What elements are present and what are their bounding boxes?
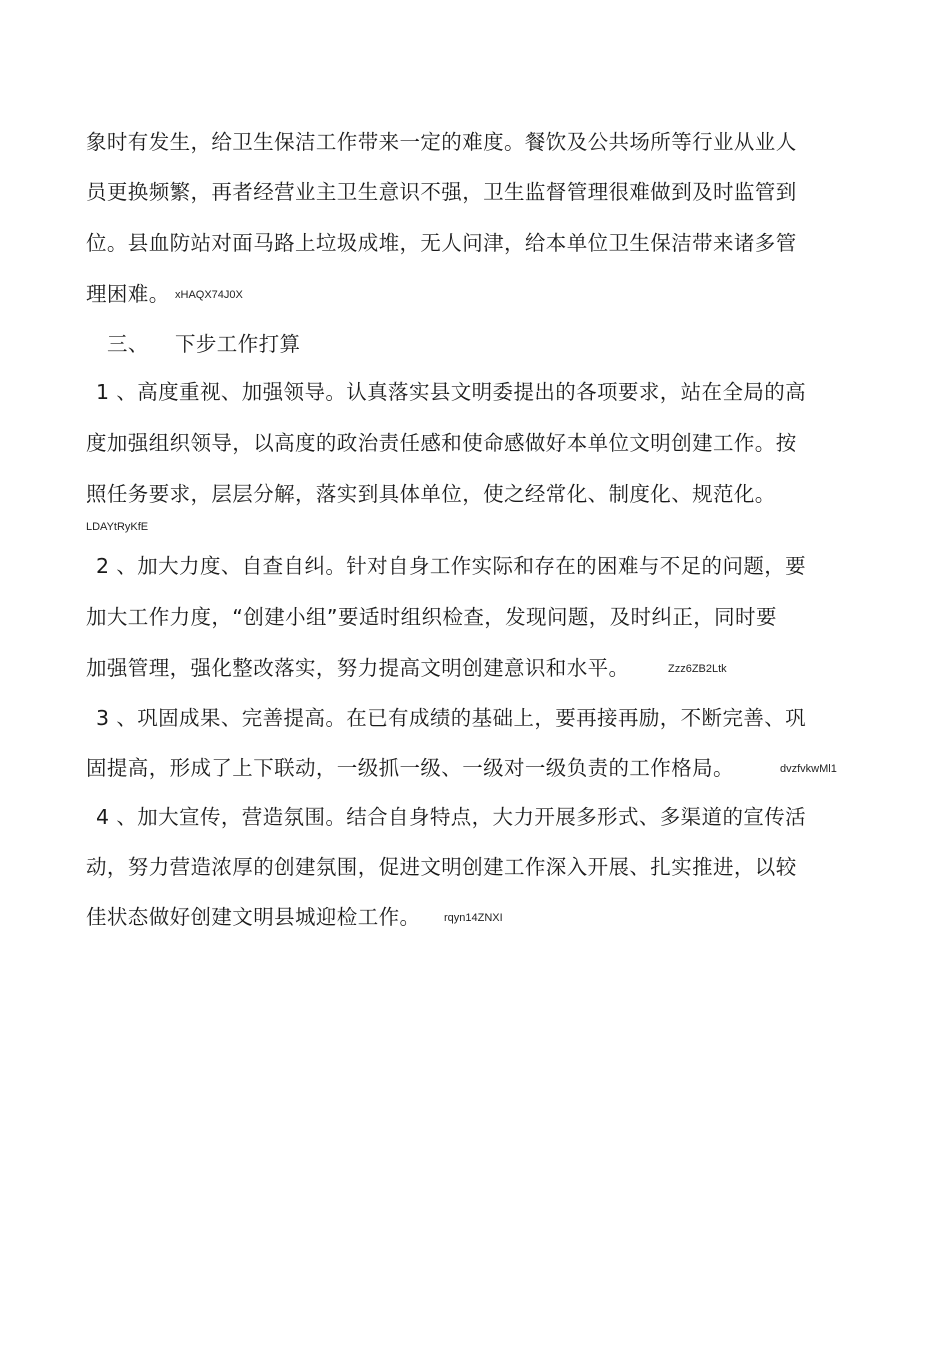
doc-code: xHAQX74J0X <box>175 289 243 301</box>
text-line: 加大工作力度，“创建小组”要适时组织检查，发现问题，及时纠正，同时要 <box>86 605 777 629</box>
text-line: 3 、巩固成果、完善提高。在已有成绩的基础上，要再接再励，不断完善、巩 <box>96 706 807 730</box>
text-line: 4 、加大宣传，营造氛围。结合自身特点，大力开展多形式、多渠道的宣传活 <box>96 805 807 829</box>
text-line: 度加强组织领导，以高度的政治责任感和使命感做好本单位文明创建工作。按 <box>86 431 797 455</box>
text-line: 固提高，形成了上下联动，一级抓一级、一级对一级负责的工作格局。 <box>86 756 734 780</box>
text-line: 佳状态做好创建文明县城迎检工作。 <box>86 905 421 929</box>
text-line: 加强管理，强化整改落实，努力提高文明创建意识和水平。 <box>86 656 630 680</box>
text-line: 员更换频繁，再者经营业主卫生意识不强，卫生监督管理很难做到及时监管到 <box>86 180 797 204</box>
text-line: 照任务要求，层层分解，落实到具体单位，使之经常化、制度化、规范化。 <box>86 482 776 506</box>
text-line: 理困难。 <box>86 282 170 306</box>
text-line: 动，努力营造浓厚的创建氛围，促进文明创建工作深入开展、扎实推进，以较 <box>86 855 797 879</box>
doc-code: rqyn14ZNXI <box>444 912 503 924</box>
doc-code: Zzz6ZB2Ltk <box>668 663 727 675</box>
text-line: 象时有发生，给卫生保洁工作带来一定的难度。餐饮及公共场所等行业从业人 <box>86 130 797 154</box>
section-number: 三、 <box>107 332 149 356</box>
doc-code: dvzfvkwMl1 <box>780 763 837 775</box>
doc-code: LDAYtRyKfE <box>86 521 149 533</box>
text-line: 2 、加大力度、自查自纠。针对自身工作实际和存在的困难与不足的问题，要 <box>96 554 807 578</box>
section-title: 下步工作打算 <box>175 332 301 356</box>
text-line: 位。县血防站对面马路上垃圾成堆，无人问津，给本单位卫生保洁带来诸多管 <box>86 231 797 255</box>
text-line: 1 、高度重视、加强领导。认真落实县文明委提出的各项要求，站在全局的高 <box>96 380 807 404</box>
